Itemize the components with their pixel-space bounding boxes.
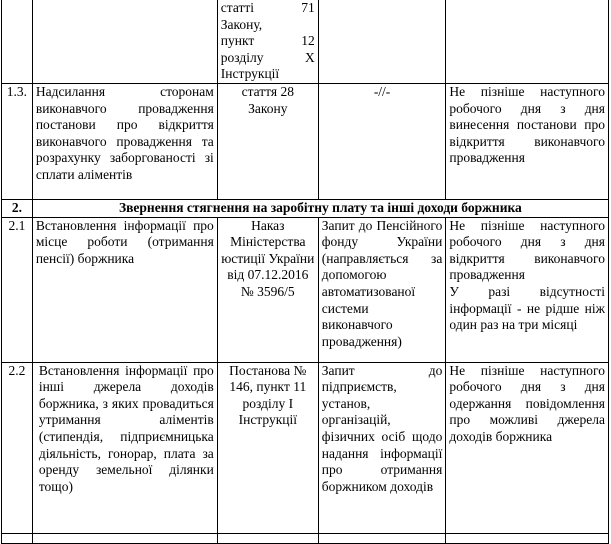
deadline-cell [446,0,609,83]
legal-basis-cell [217,533,318,543]
action-cell [32,533,217,543]
basis-line: Закону, [220,16,263,32]
action-cell: Надсилання сторонам виконавчого провадження постанови про відкриття виконавчого провадження та розрахунку заборгованості зі сплати аліментів [32,83,217,199]
action-cell [32,0,217,83]
legal-basis-cell: стаття 28 Закону [217,83,318,199]
basis-line: Інструкції [220,66,280,82]
row-number: 1.3. [2,83,33,199]
row-number: 2.1 [2,217,33,362]
section-number: 2. [2,199,33,217]
deadline-note: У разі відсутності інформації - не рідше ніж один раз на три місяці [449,283,605,333]
procedure-table [1,0,609,544]
method-cell [318,533,446,543]
deadline-text: Не пізніше наступного робочого дня з дня відкриття виконавчого провадження [449,217,605,283]
table-row [2,83,609,199]
row-number: 2.2 [2,362,33,533]
legal-basis-cell: Наказ Міністерства юстиції України від 07.12.2016 № 3596/5 [217,217,318,362]
legal-basis-cell: Постанова № 146, пункт 11 розділу І Інструкції [217,362,318,533]
action-cell: Встановлення інформації про інші джерела доходів боржника, з яких провадиться утримання аліментів (стипендія, підприємницька діяльність, гонорар, плата за оренду земельної ділянки тощо) [32,362,217,533]
basis-line: пункт 12 [220,33,315,49]
action-cell: Встановлення інформації про місце роботи (отримання пенсії) боржника [32,217,217,362]
row-number [2,0,33,83]
deadline-cell [446,217,609,362]
basis-line: статті 71 [220,0,315,15]
section-header-row [2,199,609,217]
table-row [2,533,609,543]
method-cell: Запит до підприємств, установ, організацій, фізичних осіб щодо надання інформації про отримання боржником доходів [318,362,446,533]
deadline-cell [446,533,609,543]
deadline-cell: Не пізніше наступного робочого дня з дня одержання повідомлення про можливі джерела доходів боржника [446,362,609,533]
legal-basis-cell [217,0,318,83]
method-cell: Запит до Пенсійного фонду України (направляється за допомогою автоматизованої системи виконавчого провадження) [318,217,446,362]
method-cell [318,0,446,83]
row-number [2,533,33,543]
table-row [2,362,609,533]
table-row [2,0,609,83]
method-cell: -//- [318,83,446,199]
deadline-cell: Не пізніше наступного робочого дня з дня винесення постанови про відкриття виконавчого провадження [446,83,609,199]
table-row [2,217,609,362]
section-title: Звернення стягнення на заробітну плату та інші доходи боржника [32,199,608,217]
basis-line: розділу X [220,49,315,65]
